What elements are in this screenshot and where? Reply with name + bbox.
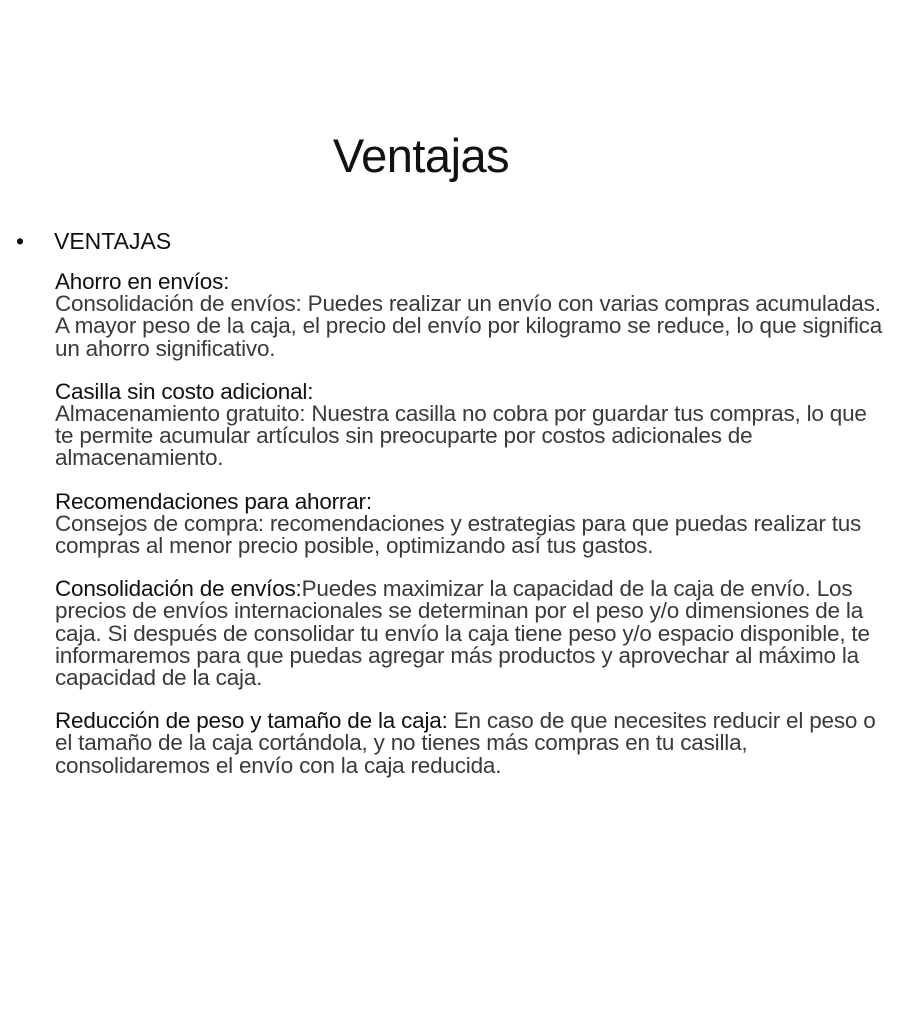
section-reduccion <box>55 710 885 777</box>
section-heading: Casilla sin costo adicional: <box>55 378 314 404</box>
slide-title: Ventajas <box>332 129 510 182</box>
section-body: Consolidación de envíos: Puedes realizar un envío con varias compras acumuladas. A mayor peso de la caja, el precio del envío por kilogramo se reduce, lo que significa un ahorro significativo. <box>55 291 883 361</box>
content-body <box>55 271 885 798</box>
section-heading: Ahorro en envíos: <box>55 269 230 294</box>
section-consolidacion <box>55 578 885 689</box>
bullet-dot-icon: • <box>16 228 25 254</box>
section-heading: Reducción de peso y tamaño de la caja: <box>55 708 448 734</box>
section-body: Puedes maximizar la capacidad de la caja de envío. Los precios de envíos internacionales se determinan por el peso y/o dimensiones de la caja. Si después de consolidar tu envío la caja tiene peso y/o espacio disponible, te informaremos para que puedas agregar más productos y aprovechar al máximo la capacidad de la caja. <box>55 576 870 691</box>
section-heading: Consolidación de envíos: <box>55 576 302 602</box>
section-body: Consejos de compra: recomendaciones y estrategias para que puedas realizar tus compras al menor precio posible, optimizando así tus gastos. <box>55 510 862 559</box>
section-ahorro-envios <box>55 271 885 360</box>
bullet-label: VENTAJAS <box>54 228 172 254</box>
section-body: Almacenamiento gratuito: Nuestra casilla no cobra por guardar tus compras, lo que te permite acumular artículos sin preocuparte por costos adicionales de almacenamiento. <box>55 401 867 471</box>
section-body: En caso de que necesites reducir el peso o el tamaño de la caja cortándola, y no tienes más compras en tu casilla, consolidaremos el envío con la caja reducida. <box>55 708 876 778</box>
section-heading: Recomendaciones para ahorrar: <box>55 488 372 514</box>
section-recomendaciones <box>55 488 885 559</box>
bullet-item <box>16 226 171 256</box>
section-casilla-sin-costo <box>55 378 885 471</box>
